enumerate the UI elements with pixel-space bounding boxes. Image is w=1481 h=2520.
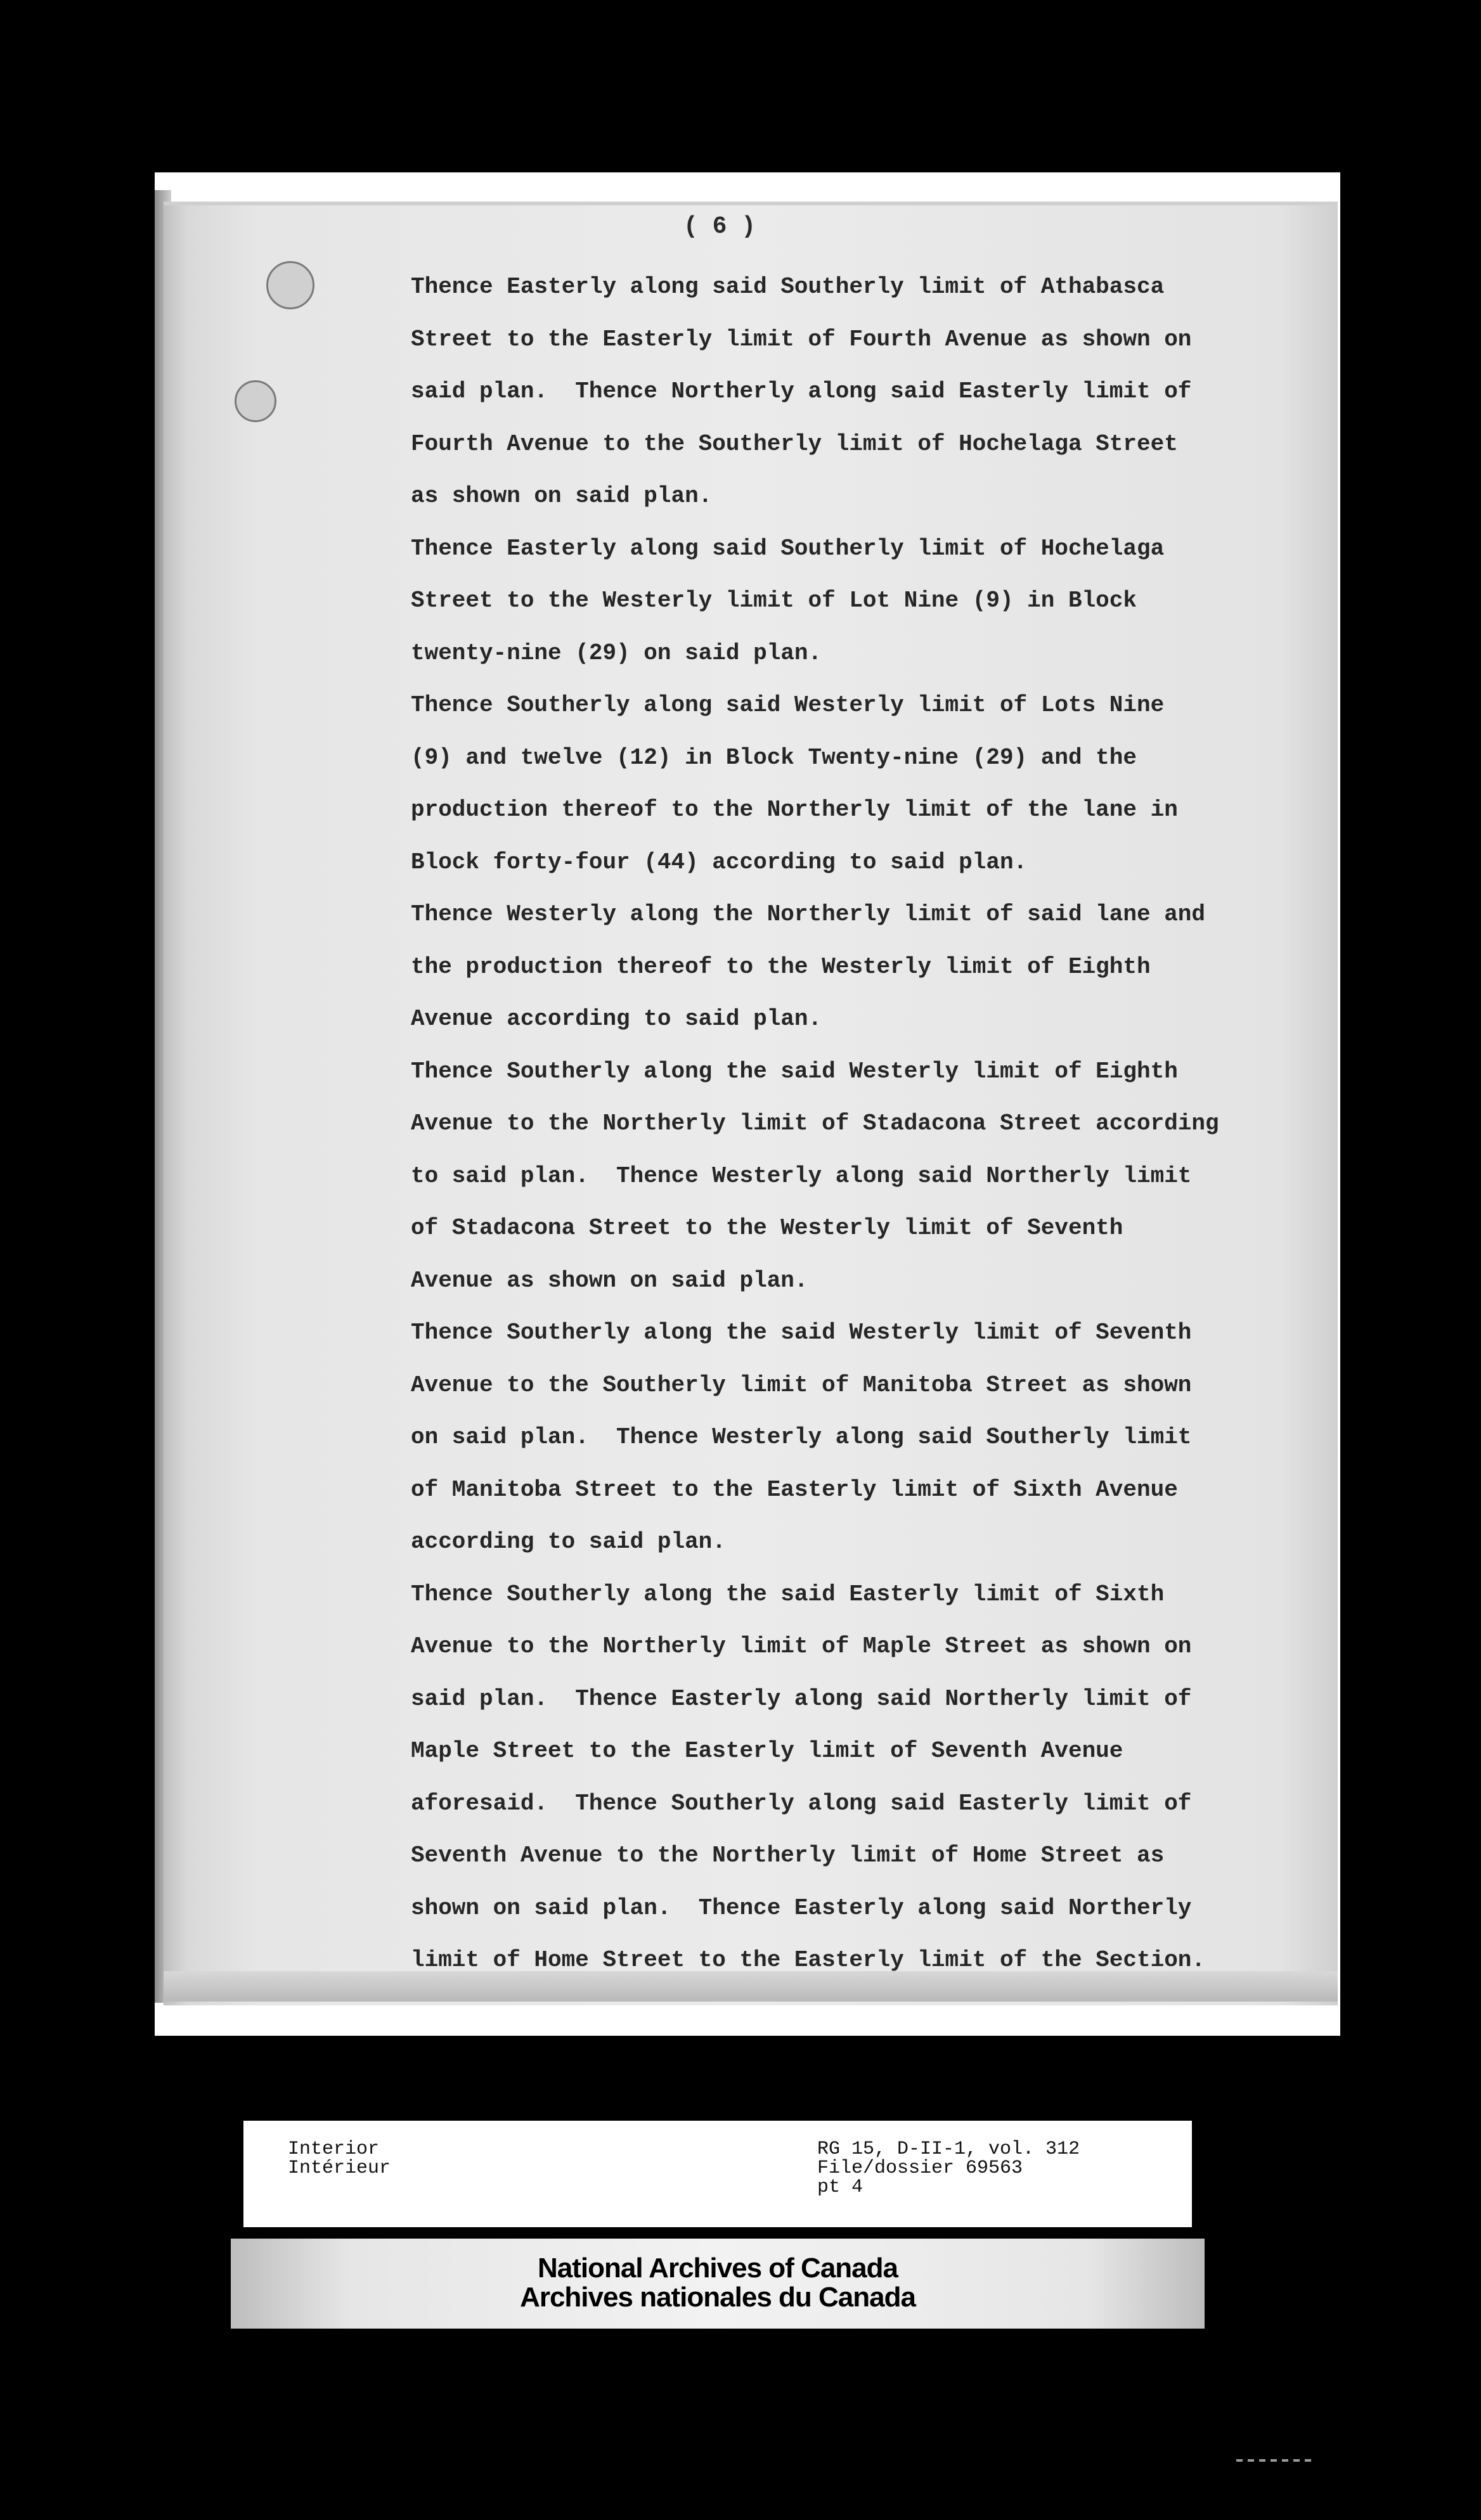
text-line: Avenue to the Northerly limit of Maple Street as shown on [411, 1633, 1192, 1659]
text-line: Avenue to the Northerly limit of Stadacona Street according [411, 1110, 1219, 1136]
text-line: limit of Home Street to the Easterly limit of the Section. [411, 1947, 1206, 1973]
text-line: Thence Southerly along the said Westerly limit of Eighth [411, 1058, 1178, 1084]
text-line: Thence Southerly along the said Easterly limit of Sixth [411, 1581, 1165, 1607]
text-line: according to said plan. [411, 1529, 726, 1555]
text-line: Thence Southerly along the said Westerly limit of Seventh [411, 1320, 1192, 1346]
catalog-label [243, 2121, 1192, 2227]
text-line: Seventh Avenue to the Northerly limit of Home Street as [411, 1842, 1165, 1868]
reference-number: RG 15, D-II-1, vol. 312 [817, 2138, 1080, 2160]
page-number: ( 6 ) [683, 213, 756, 240]
department-en: Interior [288, 2138, 380, 2160]
text-line: shown on said plan. Thence Easterly along said Northerly [411, 1894, 1192, 1921]
department-fr: Intérieur [288, 2157, 391, 2179]
text-line: on said plan. Thence Westerly along said Southerly limit [411, 1424, 1192, 1450]
punch-hole-mark [235, 380, 276, 422]
text-line: Avenue according to said plan. [411, 1006, 822, 1032]
text-line: Block forty-four (44) according to said plan. [411, 849, 1028, 875]
text-line: Maple Street to the Easterly limit of Seventh Avenue [411, 1738, 1123, 1764]
text-line: Thence Easterly along said Southerly limit of Athabasca [411, 274, 1165, 300]
text-line: said plan. Thence Northerly along said Easterly limit of [411, 378, 1192, 404]
text-line: Thence Southerly along said Westerly limit of Lots Nine [411, 692, 1165, 718]
text-line: the production thereof to the Westerly limit of Eighth [411, 953, 1151, 980]
text-line: Avenue to the Southerly limit of Manitoba Street as shown [411, 1372, 1192, 1398]
text-line: Avenue as shown on said plan. [411, 1267, 808, 1294]
text-line: to said plan. Thence Westerly along said Northerly limit [411, 1162, 1192, 1189]
catalog-label-department [288, 2140, 391, 2178]
punch-hole-mark [266, 261, 314, 309]
text-line: production thereof to the Northerly limit of the lane in [411, 797, 1178, 823]
text-line: of Manitoba Street to the Easterly limit of Sixth Avenue [411, 1476, 1178, 1503]
text-line: twenty-nine (29) on said plan. [411, 640, 822, 666]
text-line: Street to the Westerly limit of Lot Nine (9) in Block [411, 588, 1137, 614]
text-line: of Stadacona Street to the Westerly limit of Seventh [411, 1215, 1123, 1241]
text-line: Fourth Avenue to the Southerly limit of Hochelaga Street [411, 430, 1178, 457]
text-line: Street to the Easterly limit of Fourth Avenue as shown on [411, 326, 1192, 352]
archives-name-en: National Archives of Canada [538, 2253, 898, 2284]
text-line: Thence Westerly along the Northerly limit of said lane and [411, 901, 1206, 927]
archives-name-fr: Archives nationales du Canada [520, 2282, 915, 2313]
typed-text-block [411, 261, 1273, 1987]
text-line: Thence Easterly along said Southerly limit of Hochelaga [411, 535, 1165, 562]
scan-edge-mark [1236, 2459, 1312, 2462]
text-line: (9) and twelve (12) in Block Twenty-nine (29) and the [411, 744, 1137, 771]
part-number: pt 4 [817, 2176, 863, 2198]
file-number: File/dossier 69563 [817, 2157, 1023, 2179]
text-line: as shown on said plan. [411, 483, 713, 509]
text-line: said plan. Thence Easterly along said Northerly limit of [411, 1685, 1192, 1712]
catalog-label-reference [817, 2140, 1080, 2197]
text-line: aforesaid. Thence Southerly along said Easterly limit of [411, 1790, 1192, 1816]
archives-banner [231, 2239, 1205, 2329]
